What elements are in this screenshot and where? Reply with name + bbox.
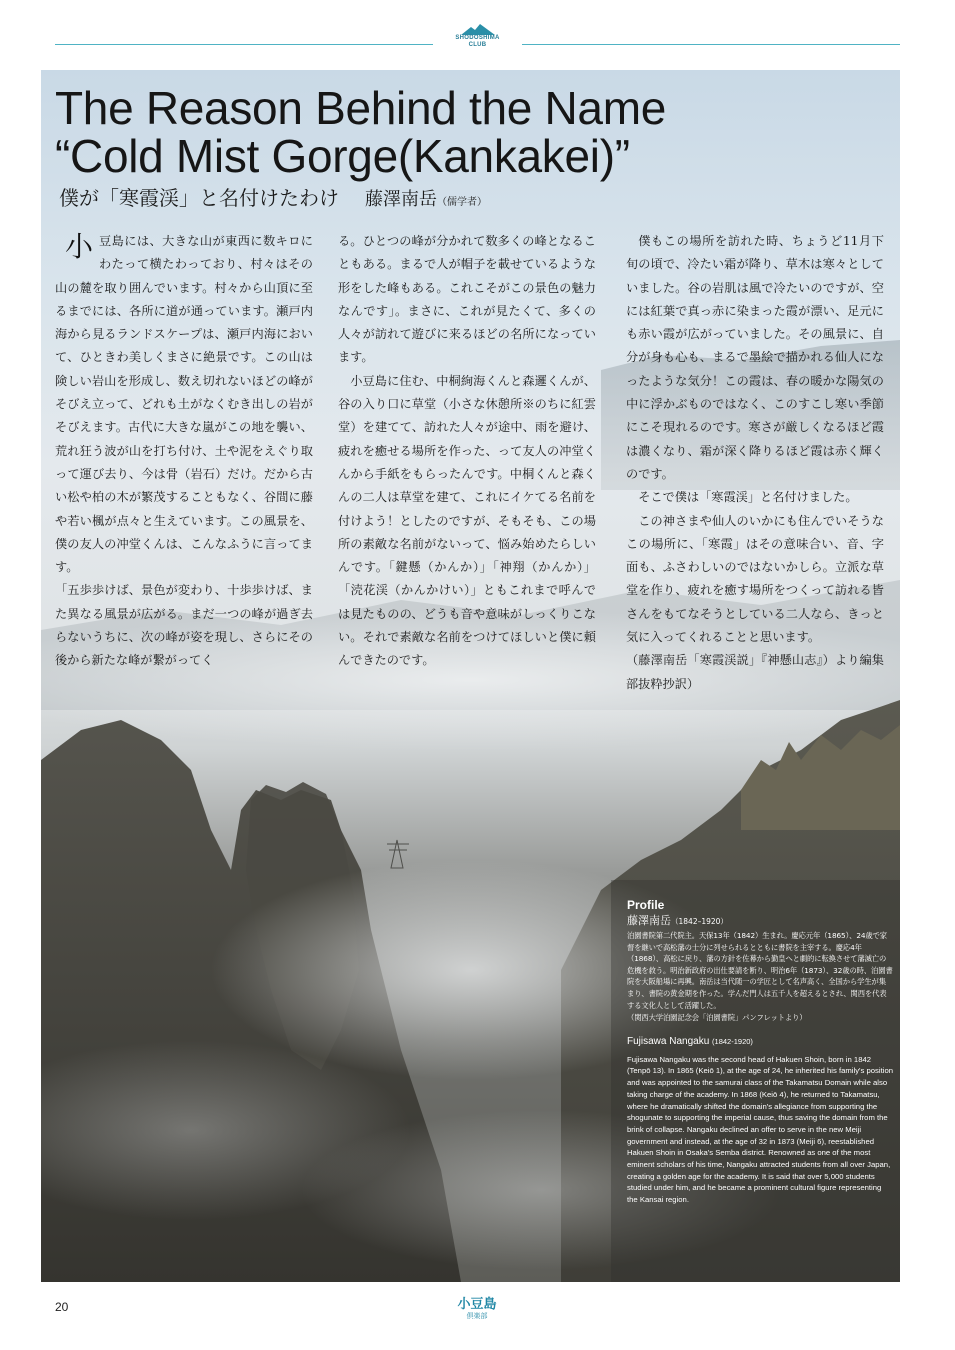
header-rule-left: [55, 44, 433, 45]
article-title: [55, 84, 666, 180]
profile-jp-name: 藤澤南岳: [627, 914, 671, 927]
author-name: 藤澤南岳: [365, 189, 437, 210]
photo-panel: [41, 70, 900, 1282]
page-number: 20: [55, 1300, 69, 1314]
profile-jp-name-line: [627, 914, 893, 929]
drop-cap: 小: [65, 230, 94, 263]
mountain-icon: [461, 24, 495, 35]
col3-paragraph-2: そこで僕は「寒霞渓」と名付けました。: [638, 490, 858, 505]
profile-en-name-line: [627, 1036, 893, 1048]
profile-jp-years: （1842–1920）: [671, 917, 728, 926]
profile-jp-body: 泊園書院第二代院主。天保13年（1842）生まれ。慶応元年（1865）、24歳で家督を継いで高松藩の士分に列せられるとともに書院を主宰する。慶応4年（1868）、高松に戻り、藩の方針を佐幕から勤皇へと劇的に転換させて藩滅亡の危機を救う。明治新政府の出仕要請を断り、明治6年（1873）、32歳の時、泊園書院を大阪船場に再興。南岳は当代随一の学匠として名声高く、全国から学生が集まり、書院の黄金期を作った。学んだ門人は五千人を超えるとされ、関西を代表する文化人として活躍した。: [627, 931, 893, 1010]
header-logo-line2: CLUB: [468, 42, 487, 48]
profile-heading: Profile: [627, 898, 665, 912]
footer-logo[interactable]: [447, 1297, 507, 1321]
footer-logo-sub: 倶楽部: [466, 1312, 488, 1320]
footer-logo-jp: 小豆島: [457, 1297, 497, 1312]
profile-jp-source: （関西大学泊園記念会「泊園書院」パンフレットより）: [627, 1013, 807, 1023]
col3-paragraph-1: 僕もこの場所を訪れた時、ちょうど11月下旬の頃で、冷たい霜が降り、草木は寒々としていました。谷の岩肌は風で冷たいのですが、空には紅葉で真っ赤に染まった霞が漂い、足元にも赤い霞が広がっていました。その風景に、自分が身も心も、まるで墨絵で描かれる仙人になったような気分！この霞は、春の暖かな陽気の中に浮かぶものではなく、このすこし寒い季節にこそ現れるのです。寒さが厳しくなるほど霞は濃くなり、霜が深く降りるほど霞は赤く輝くのです。: [626, 234, 884, 481]
subtitle-jp: 僕が「寒霞渓」と名付けたわけ: [59, 186, 339, 210]
col1-paragraph-2: 「五歩歩けば、景色が変わり、十歩歩けば、また異なる風景が広がる。まだ一つの峰が過ぎ去らないうちに、次の峰が姿を現し、さらにその後から新たな峰が繋がってく: [55, 583, 313, 668]
body-column-3: [626, 230, 884, 696]
profile-en-body: Fujisawa Nangaku was the second head of Hakuen Shoin, born in 1842 (Tenpō 13). In 1865 (Keiō 1), at the age of 24, he inherited his family's position and was appointed to the samurai class of the Takamatsu Domain while also taking charge of the academy. In 1868 (Keiō 4), he returned to Takamatsu, where he dramatically shifted the domain's allegiance from supporting the shogunate to supporting the imperial cause, thus saving the domain from the brink of collapse. Nangaku declined an offer to serve in the new Meiji government and instead, at the age of 32 in 1873 (Meiji 6), reestablished Hakuen Shoin in Osaka's Semba district. Renowned as one of the most eminent scholars of his time, Nangaku attracted students from all over Japan, creating a golden age for the academy. It is said that over 5,000 students studied under him, and he became a prominent cultural figure representing the Kansai region.: [627, 1054, 893, 1205]
header-logo[interactable]: [433, 24, 522, 49]
col2-paragraph-1: る。ひとつの峰が分かれて数多くの峰となることもある。まるで人が帽子を載せているような形をした峰もある。これこそがこの景色の魅力なんです」。まさに、これが見たくて、多くの人々が訪れて遊びに来るほどの名所になっています。: [338, 234, 596, 365]
article-subtitle: [59, 182, 487, 211]
profile-box: [627, 898, 893, 1206]
article-title-line2: “Cold Mist Gorge(Kankakei)”: [55, 130, 630, 182]
col3-paragraph-3: この神さまや仙人のいかにも住んでいそうなこの場所に、「寒霞」はその意味合い、音、字面も、ふさわしいのではないかしら。立派な草堂を作り、疲れを癒す場所をつくって訪れる皆さんをもてなそうとしている二人なら、きっと気に入ってくれることと思います。: [626, 513, 884, 645]
author-role: （儒学者）: [437, 197, 487, 208]
body-column-2: [338, 230, 596, 673]
profile-en-name: Fujisawa Nangaku: [627, 1035, 710, 1047]
col1-paragraph-1: 豆島には、大きな山が東西に数キロにわたって横たわっており、村々はその山の麓を取り囲んでいます。村々から山頂に至るまでには、各所に道が通っています。瀬戸内海から見るランドスケープは、瀬戸内海において、ひときわ美しくまさに絶景です。この山は険しい岩山を形成し、数え切れないほどの峰がそびえ立って、どれも土がなくむき出しの岩がそびえます。古代に大きな嵐がこの地を襲い、荒れ狂う波が山を打ち付け、土や泥をえぐり取って運び去り、今は骨（岩石）だけ。だから古い松や柏の木が繁茂することもなく、谷間に藤や若い楓が点々と生えています。この風景を、僕の友人の冲堂くんは、こんなふうに言ってます。: [55, 234, 313, 575]
header-logo-line1: SHODOSHIMA: [455, 35, 500, 41]
article-title-line1: The Reason Behind the Name: [55, 82, 667, 134]
profile-en-years: (1842-1920): [712, 1036, 753, 1046]
col3-source-note: （藤澤南岳「寒霞渓説」『神懸山志』）より編集部抜粋抄訳）: [626, 653, 884, 691]
body-column-1: [55, 230, 313, 673]
header-rule-right: [522, 44, 900, 45]
col2-paragraph-2: 小豆島に住む、中桐絢海くんと森邏くんが、谷の入り口に草堂（小さな休憩所※のちに紅雲堂）を建てて、訪れた人々が途中、雨を避け、疲れを癒せる場所を作った、って友人の冲堂くんから手紙をもらったんです。中桐くんと森くんの二人は草堂を建て、これにイケてる名前を付けよう！としたのですが、そもそも、この場所の素敵な名前がないって、悩み始めたらしいんです。「鍵懸（かんか）」「神翔（かんか）」「涜花渓（かんかけい）」ともこれまで呼んでは見たものの、どうも音や意味がしっくりこない。それで素敵な名前をつけてほしいと僕に頼んできたのです。: [338, 373, 596, 668]
